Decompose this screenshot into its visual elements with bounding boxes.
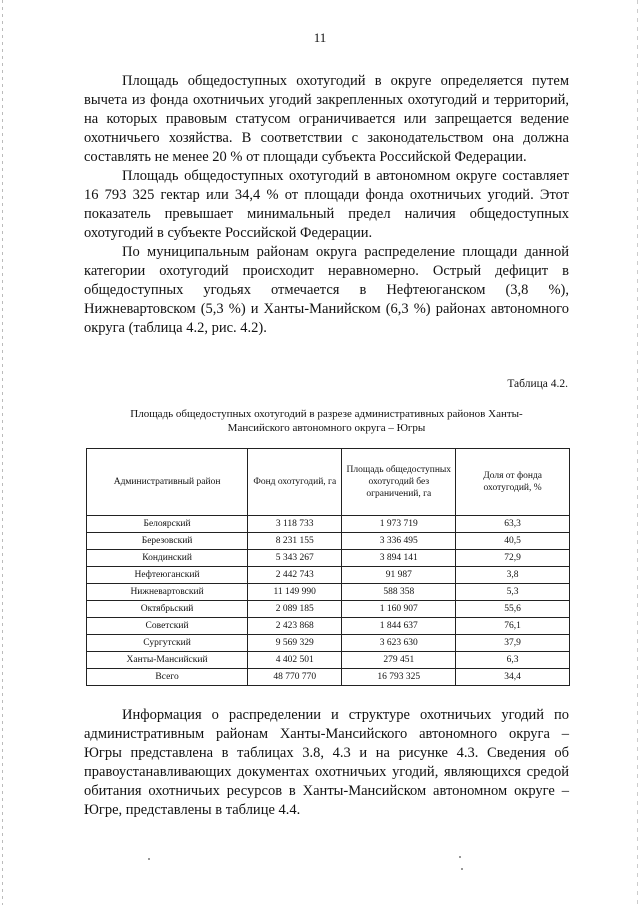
table-row xyxy=(87,584,570,601)
cell-fund: 9 569 329 xyxy=(248,635,342,652)
hunting-grounds-table xyxy=(86,448,570,686)
cell-public-area: 588 358 xyxy=(342,584,456,601)
cell-district: Советский xyxy=(87,618,248,635)
table-caption-line: Площадь общедоступных охотугодий в разрезе административных районов Ханты- xyxy=(130,408,523,420)
cell-share: 34,4 xyxy=(456,669,570,686)
cell-public-area: 16 793 325 xyxy=(342,669,456,686)
body-text-top xyxy=(84,72,569,338)
cell-share: 55,6 xyxy=(456,601,570,618)
scan-speck xyxy=(148,858,150,860)
table-caption xyxy=(84,407,569,435)
column-header-public-area: Площадь общедоступных охотугодий без ограничений, га xyxy=(342,449,456,516)
cell-public-area: 1 973 719 xyxy=(342,516,456,533)
scan-speck xyxy=(459,856,461,858)
cell-share: 63,3 xyxy=(456,516,570,533)
table-row xyxy=(87,618,570,635)
cell-share: 40,5 xyxy=(456,533,570,550)
cell-public-area: 91 987 xyxy=(342,567,456,584)
cell-share: 76,1 xyxy=(456,618,570,635)
cell-share: 5,3 xyxy=(456,584,570,601)
cell-fund: 11 149 990 xyxy=(248,584,342,601)
body-text-bottom xyxy=(84,706,569,820)
cell-fund: 2 089 185 xyxy=(248,601,342,618)
column-header-district: Административный район xyxy=(87,449,248,516)
cell-fund: 48 770 770 xyxy=(248,669,342,686)
cell-fund: 4 402 501 xyxy=(248,652,342,669)
cell-public-area: 3 336 495 xyxy=(342,533,456,550)
cell-share: 3,8 xyxy=(456,567,570,584)
column-header-share: Доля от фонда охотугодий, % xyxy=(456,449,570,516)
scan-edge-right xyxy=(637,0,638,905)
cell-district: Сургутский xyxy=(87,635,248,652)
table-header-row xyxy=(87,449,570,516)
cell-fund: 5 343 267 xyxy=(248,550,342,567)
cell-fund: 8 231 155 xyxy=(248,533,342,550)
table-label: Таблица 4.2. xyxy=(507,378,568,390)
cell-district: Всего xyxy=(87,669,248,686)
scan-speck xyxy=(461,868,463,870)
table-row xyxy=(87,635,570,652)
paragraph: По муниципальным районам округа распределение площади данной категории охотугодий происходит неравномерно. Острый дефицит в общедоступных угодьях отмечается в Нефтеюганском (3,8 %), Нижневартовском (5,3 %) и Ханты-Манийском (6,3 %) районах автономного округа (таблица 4.2, рис. 4.2). xyxy=(84,244,569,336)
cell-fund: 3 118 733 xyxy=(248,516,342,533)
cell-district: Кондинский xyxy=(87,550,248,567)
table-row xyxy=(87,652,570,669)
cell-district: Белоярский xyxy=(87,516,248,533)
paragraph: Площадь общедоступных охотугодий в автономном округе составляет 16 793 325 гектар или 34,4 % от площади фонда охотничьих угодий. Этот показатель превышает минимальный предел наличия общедоступных охотугодий в субъекте Российской Федерации. xyxy=(84,168,569,241)
table-row xyxy=(87,601,570,618)
cell-fund: 2 423 868 xyxy=(248,618,342,635)
page-number: 11 xyxy=(313,30,327,45)
table-total-row xyxy=(87,669,570,686)
cell-public-area: 3 894 141 xyxy=(342,550,456,567)
cell-public-area: 279 451 xyxy=(342,652,456,669)
cell-district: Нефтеюганский xyxy=(87,567,248,584)
cell-district: Березовский xyxy=(87,533,248,550)
cell-fund: 2 442 743 xyxy=(248,567,342,584)
cell-share: 6,3 xyxy=(456,652,570,669)
table-row xyxy=(87,516,570,533)
table-caption-line: Мансийского автономного округа – Югры xyxy=(227,422,426,434)
cell-share: 37,9 xyxy=(456,635,570,652)
table-row xyxy=(87,567,570,584)
cell-public-area: 3 623 630 xyxy=(342,635,456,652)
cell-public-area: 1 844 637 xyxy=(342,618,456,635)
scan-edge-left xyxy=(2,0,3,905)
paragraph: Площадь общедоступных охотугодий в округе определяется путем вычета из фонда охотничьих угодий закрепленных охотугодий и территорий, на которых правовым статусом ограничивается или запрещается ведение охотничьего хозяйства. В соответствии с законодательством она должна составлять не менее 20 % от площади субъекта Российской Федерации. xyxy=(84,73,569,165)
cell-share: 72,9 xyxy=(456,550,570,567)
cell-public-area: 1 160 907 xyxy=(342,601,456,618)
table-row xyxy=(87,550,570,567)
cell-district: Нижневартовский xyxy=(87,584,248,601)
table-row xyxy=(87,533,570,550)
paragraph: Информация о распределении и структуре охотничьих угодий по административным районам Ханты-Мансийского автономного округа – Югры представлена в таблицах 3.8, 4.3 и на рисунке 4.3. Сведения об правоустанавливающих документах охотничьих угодий, являющихся средой обитания охотничьих ресурсов в Ханты-Мансийском автономном округе – Югре, представлены в таблице 4.4. xyxy=(84,707,569,818)
cell-district: Ханты-Мансийский xyxy=(87,652,248,669)
column-header-fund: Фонд охотугодий, га xyxy=(248,449,342,516)
cell-district: Октябрьский xyxy=(87,601,248,618)
